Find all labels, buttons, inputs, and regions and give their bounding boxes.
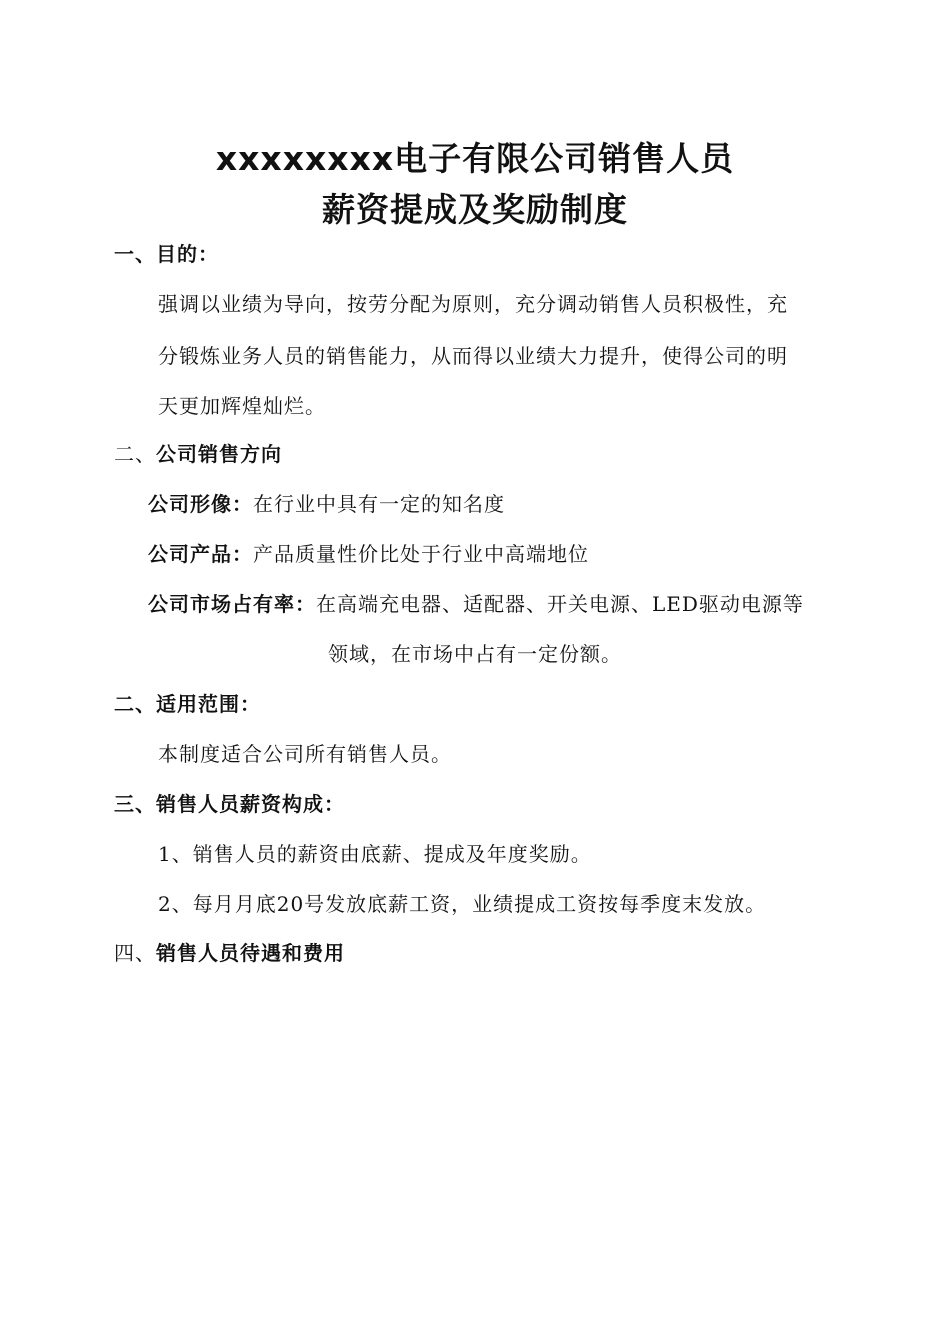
scope-text: 本制度适合公司所有销售人员。 [158, 742, 452, 766]
section-benefits-heading [114, 937, 345, 966]
section-number: 四、 [114, 941, 156, 965]
section-number: 二、 [114, 442, 156, 466]
company-image-text: 在行业中具有一定的知名度 [253, 492, 505, 516]
salary-structure-item-2: 2、每月月底20号发放底薪工资，业绩提成工资按每季度末发放。 [158, 892, 767, 916]
salary-structure-item-1: 1、销售人员的薪资由底薪、提成及年度奖励。 [158, 842, 592, 866]
market-share-label: 公司市场占有率： [148, 592, 316, 616]
document-title-line-1: xxxxxxxx电子有限公司销售人员 [215, 139, 735, 178]
market-share-text-line-2: 领域，在市场中占有一定份额。 [328, 642, 622, 666]
section-title: 销售人员待遇和费用 [156, 941, 345, 965]
market-share-text: 在高端充电器、适配器、开关电源、LED驱动电源等 [316, 592, 804, 616]
document-title-line-2: 薪资提成及奖励制度 [322, 190, 628, 229]
section-title: 公司销售方向 [156, 442, 282, 466]
company-image-label: 公司形像： [148, 492, 253, 516]
company-product-row [148, 538, 589, 567]
market-share-row [148, 588, 804, 617]
section-purpose-heading: 一、目的： [114, 242, 219, 266]
purpose-paragraph-line-2: 分锻炼业务人员的销售能力，从而得以业绩大力提升，使得公司的明 [158, 344, 788, 368]
section-salary-structure-heading: 三、销售人员薪资构成： [114, 792, 345, 816]
section-scope-heading: 二、适用范围： [114, 692, 261, 716]
company-image-row [148, 488, 505, 517]
purpose-paragraph-line-3: 天更加辉煌灿烂。 [158, 394, 326, 418]
company-product-text: 产品质量性价比处于行业中高端地位 [253, 542, 589, 566]
company-product-label: 公司产品： [148, 542, 253, 566]
section-sales-direction-heading [114, 438, 282, 467]
purpose-paragraph-line-1: 强调以业绩为导向，按劳分配为原则，充分调动销售人员积极性，充 [158, 292, 788, 316]
